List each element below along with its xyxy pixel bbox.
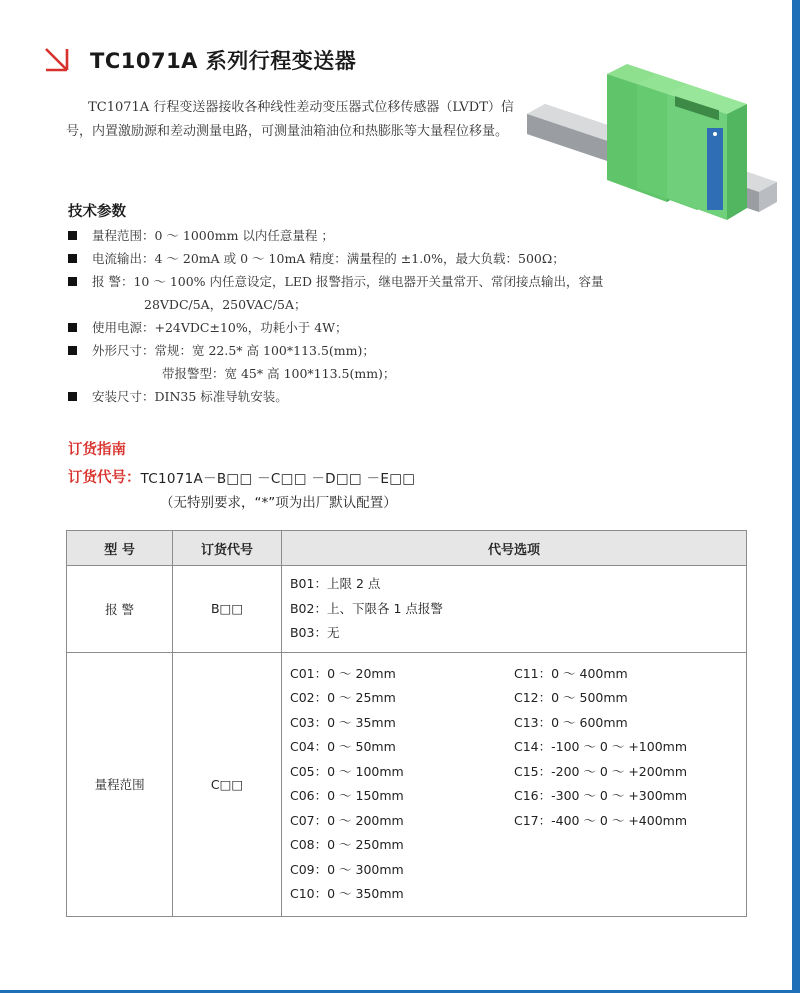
option-item: B02：上、下限各 1 点报警	[289, 600, 443, 616]
square-bullet-icon	[68, 392, 77, 401]
spec-heading: 技术参数	[68, 204, 126, 220]
option-item: C10：0 ～ 350mm	[289, 886, 404, 901]
options-column-right	[514, 662, 738, 907]
options-column-left	[290, 662, 514, 907]
model-cell: 量程范围	[67, 652, 173, 916]
option-item: C16：-300 ～ 0 ～ +300mm	[513, 788, 688, 803]
code-cell: B□□	[173, 566, 282, 653]
option-item: C11：0 ～ 400mm	[513, 665, 628, 681]
order-code-value: TC1071A－B□□ －C□□ －D□□ －E□□	[140, 470, 416, 487]
option-item: C12：0 ～ 500mm	[513, 690, 628, 705]
spec-item: 报 警：10 ～ 100% 内任意设定，LED 报警指示，继电器开关量常开、常闭接点输出，容量 28VDC/5A，250VAC/5A；	[68, 270, 748, 316]
option-item: C02：0 ～ 25mm	[289, 690, 396, 705]
option-item: C15：-200 ～ 0 ～ +200mm	[513, 763, 688, 779]
square-bullet-icon	[68, 254, 77, 263]
option-item: C07：0 ～ 200mm	[289, 812, 404, 828]
square-bullet-icon	[68, 231, 77, 240]
option-item: C04：0 ～ 50mm	[289, 739, 396, 754]
spec-item: 电流输出：4 ～ 20mA 或 0 ～ 10mA 精度：满量程的 ±1.0%，最大负载：500Ω；	[68, 247, 748, 270]
order-code	[68, 466, 415, 487]
option-item: C06：0 ～ 150mm	[289, 788, 404, 803]
title-block	[40, 40, 356, 80]
header-order-code: 订货代号	[173, 531, 282, 566]
intro-paragraph: TC1071A 行程变送器接收各种线性差动变压器式位移传感器（LVDT）信号，内置激励源和差动测量电路，可测量油箱油位和热膨胀等大量程位移量。	[66, 100, 514, 139]
options-cell	[281, 652, 746, 916]
order-note: （无特别要求，“*”项为出厂默认配置）	[160, 495, 397, 511]
options-cell	[281, 566, 746, 653]
spec-item: 安装尺寸：DIN35 标准导轨安装。	[68, 385, 748, 408]
option-item: B01：上限 2 点	[289, 576, 381, 591]
product-photo	[527, 62, 777, 222]
order-heading: 订货指南	[68, 442, 126, 458]
option-item: C05：0 ～ 100mm	[289, 763, 404, 779]
header-model: 型 号	[67, 531, 173, 566]
spec-item: 外形尺寸：常规：宽 22.5* 高 100*113.5(mm)； 带报警型：宽 45* 高 100*113.5(mm)；	[68, 339, 748, 385]
option-item: C09：0 ～ 300mm	[289, 861, 404, 877]
right-edge-bar	[792, 0, 800, 993]
options-table	[66, 530, 747, 917]
table-row	[67, 652, 747, 916]
spec-item: 使用电源：+24VDC±10%，功耗小于 4W；	[68, 316, 748, 339]
square-bullet-icon	[68, 346, 77, 355]
order-code-label: 订货代号：	[68, 470, 141, 486]
option-item: C13：0 ～ 600mm	[513, 714, 628, 730]
code-cell: C□□	[173, 652, 282, 916]
option-item: C17：-400 ～ 0 ～ +400mm	[513, 812, 688, 828]
square-bullet-icon	[68, 277, 77, 286]
header-options: 代号选项	[281, 531, 746, 566]
option-item: B03：无	[289, 625, 340, 640]
table-header-row	[67, 531, 747, 566]
option-item: C03：0 ～ 35mm	[289, 714, 396, 730]
table-row	[67, 566, 747, 653]
square-bullet-icon	[68, 323, 77, 332]
model-cell: 报 警	[67, 566, 173, 653]
page-title: TC1071A 系列行程变送器	[90, 49, 357, 73]
spec-item: 量程范围：0 ～ 1000mm 以内任意量程 ；	[68, 224, 748, 247]
spec-list	[68, 224, 748, 408]
arrow-down-right-icon	[40, 43, 74, 77]
option-item: C01：0 ～ 20mm	[289, 665, 396, 681]
option-item: C08：0 ～ 250mm	[289, 837, 404, 852]
option-item: C14：-100 ～ 0 ～ +100mm	[513, 739, 688, 754]
